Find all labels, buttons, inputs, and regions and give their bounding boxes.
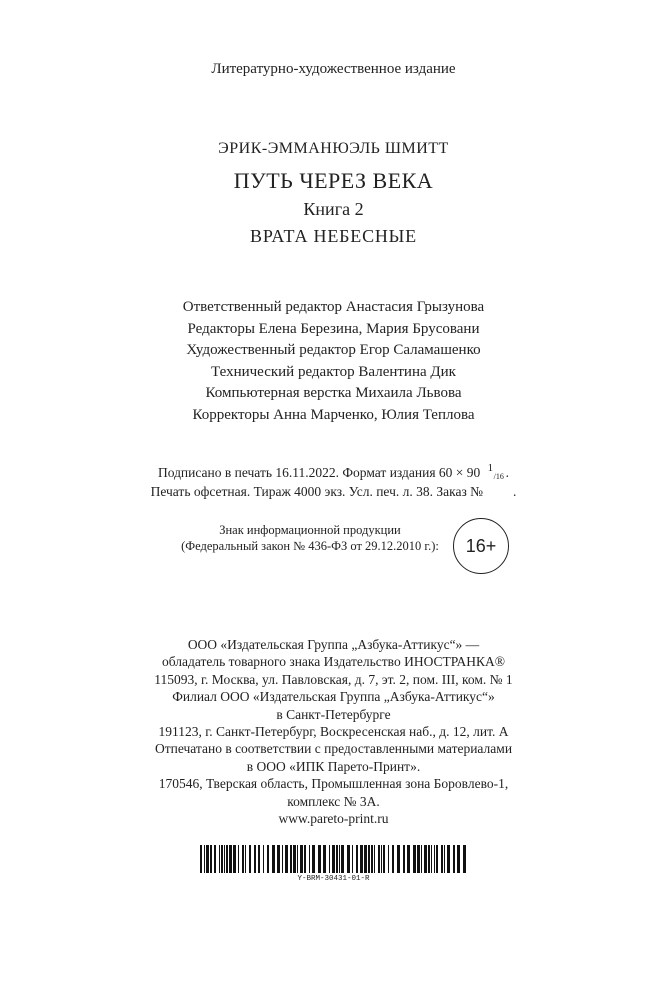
publisher-line: обладатель товарного знака Издательство ИНОСТРАНКА® [161,654,506,670]
credit-line: Корректоры Анна Марченко, Юлия Теплова [192,406,475,423]
publisher-line: 191123, г. Санкт-Петербург, Воскресенская наб., д. 12, лит. А [158,724,509,740]
print-run-text: Печать офсетная. Тираж 4000 экз. Усл. печ. л. 38. Заказ № [150,484,484,499]
book-number: Книга 2 [303,199,364,219]
publisher-line: www.pareto-print.ru [278,811,389,827]
age-rating-badge [453,518,509,574]
barcode-bars [200,845,467,873]
credit-line: Редакторы Елена Березина, Мария Брусовани [187,320,480,337]
print-line-1-end: . [505,465,510,480]
publisher-line: 115093, г. Москва, ул. Павловская, д. 7, эт. 2, пом. III, ком. № 1 [154,671,513,687]
print-line-1 [0,463,667,482]
series-title: ПУТЬ ЧЕРЕЗ ВЕКА [233,168,434,193]
publisher-line: ООО «Издательская Группа „Азбука-Аттикус“» — [187,637,480,652]
barcode-label: Y-BRM-30431-01-R [297,875,370,883]
barcode [200,845,467,883]
credit-line: Технический редактор Валентина Дик [211,363,456,380]
publisher-line: 170546, Тверская область, Промышленная зона Боровлево-1, [158,776,509,792]
edition-type: Литературно-художественное издание [211,61,456,77]
credit-line: Художественный редактор Егор Саламашенко [186,342,481,359]
publisher-line: комплекс № 3А. [287,793,380,809]
fraction-denominator: /16 [493,472,504,481]
print-line-2-end: . [513,484,517,499]
book-title: ВРАТА НЕБЕСНЫЕ [250,226,417,246]
credit-line: Компьютерная верстка Михаила Львова [205,385,462,402]
publisher-info [0,636,667,827]
info-sign-line-2: (Федеральный закон № 436-ФЗ от 29.12.2010 г.): [181,539,439,553]
age-rating-text: 16+ [465,535,497,556]
publisher-line: в ООО «ИПК Парето-Принт». [246,758,421,774]
credit-line: Ответственный редактор Анастасия Грызунова [182,299,485,315]
publisher-line: Отпечатано в соответствии с предоставленными материалами [154,741,513,757]
info-product-sign [165,522,455,554]
editorial-credits [0,297,667,427]
print-format-text: Подписано в печать 16.11.2022. Формат издания 60 × 90 [157,465,481,480]
print-line-2 [0,482,667,501]
info-sign-line-1: Знак информационной продукции [219,523,401,537]
publisher-line: Филиал ООО «Издательская Группа „Азбука-Аттикус“» [172,689,495,705]
fraction-numerator: 1 [487,462,494,474]
author-name: ЭРИК-ЭММАНЮЭЛЬ ШМИТТ [218,140,449,157]
format-fraction [484,462,506,481]
print-details [0,463,667,501]
publisher-line: в Санкт-Петербурге [276,706,391,722]
